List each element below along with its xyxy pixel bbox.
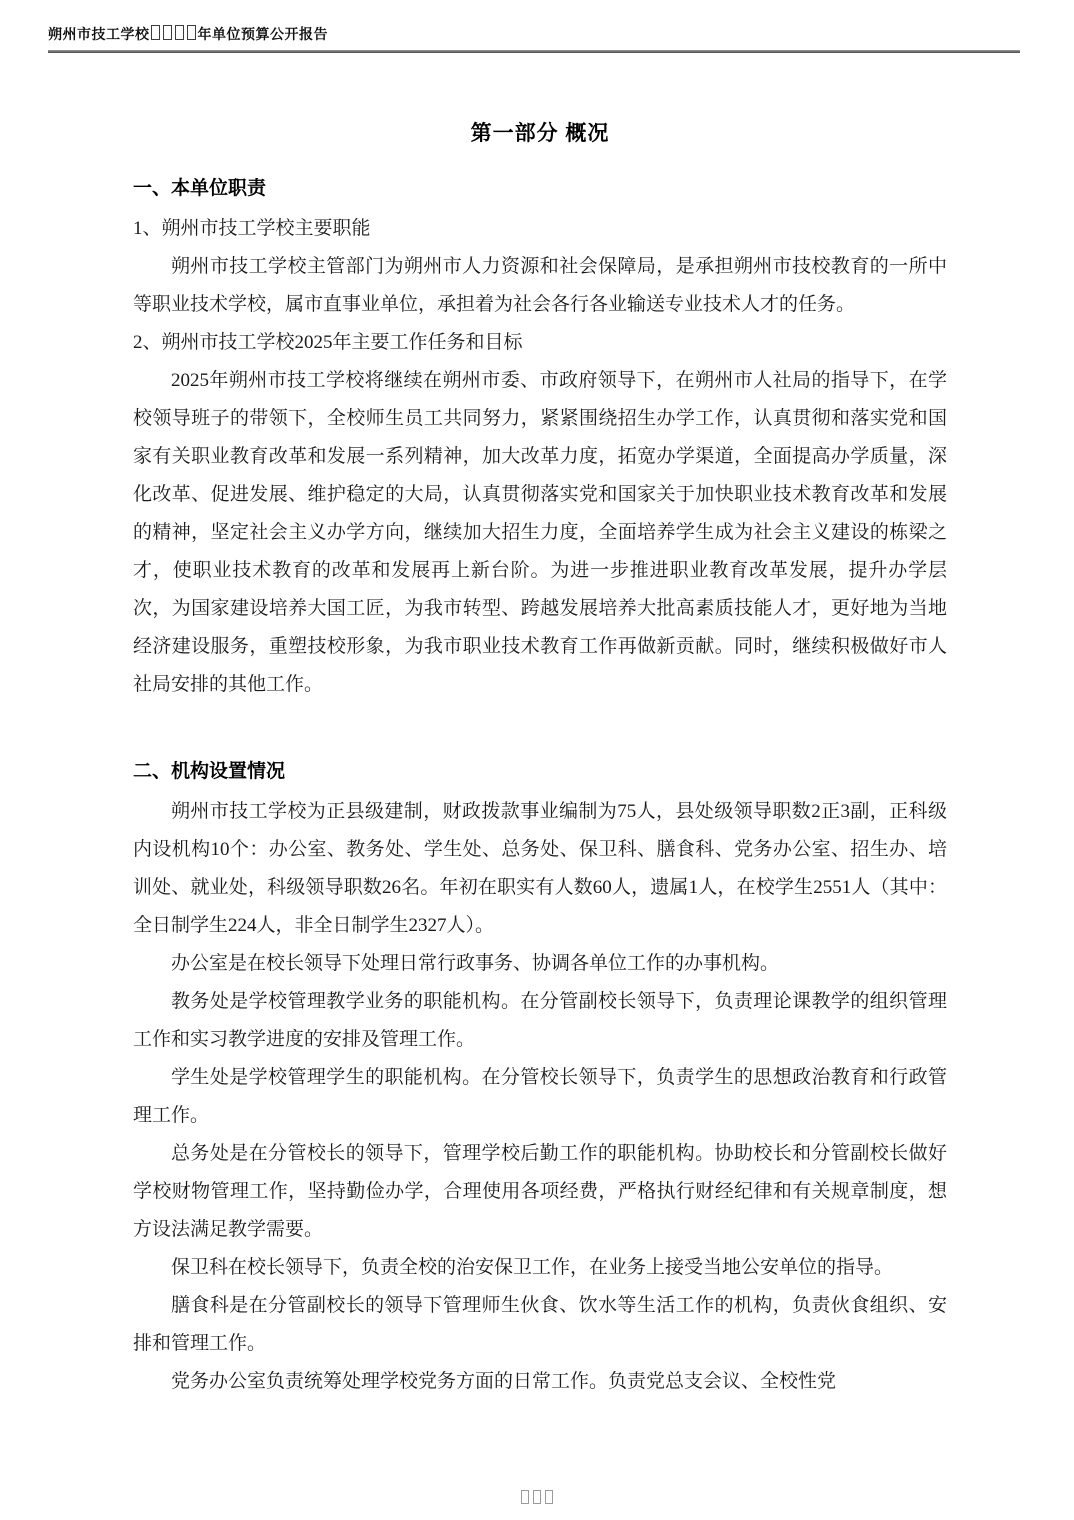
paragraph: 教务处是学校管理教学业务的职能机构。在分管副校长领导下，负责理论课教学的组织管理工作和实习教学进度的安排及管理工作。: [133, 991, 947, 1050]
paragraph: 办公室是在校长领导下处理日常行政事务、协调各单位工作的办事机构。: [171, 953, 780, 974]
header-title: [48, 24, 1020, 44]
document-body: [133, 53, 947, 1401]
header-title-prefix: 朔州市技工学校: [48, 26, 150, 42]
paragraph: 2025年朔州市技工学校将继续在朔州市委、市政府领导下，在朔州市人社局的指导下，在学校领导班子的带领下，全校师生员工共同努力，紧紧围绕招生办学工作，认真贯彻和落实党和国家有关职业教育改革和发展一系列精神，加大改革力度，拓宽办学渠道，全面提高办学质量，深化改革、促进发展、维护稳定的大局，认真贯彻落实党和国家关于加快职业技术教育改革和发展的精神，坚定社会主义办学方向，继续加大招生力度，全面培养学生成为社会主义建设的栋梁之才，使职业技术教育的改革和发展再上新台阶。为进一步推进职业教育改革发展，提升办学层次，为国家建设培养大国工匠，为我市转型、跨越发展培养大批高素质技能人才，更好地为当地经济建设服务，重塑技校形象，为我市职业技术教育工作再做新贡献。同时，继续积极做好市人社局安排的其他工作。: [133, 370, 947, 695]
paragraph: 学生处是学校管理学生的职能机构。在分管校长领导下，负责学生的思想政治教育和行政管理工作。: [133, 1067, 947, 1126]
page-footer: [0, 1490, 1074, 1504]
paragraph: 党务办公室负责统筹处理学校党务方面的日常工作。负责党总支会议、全校性党: [171, 1371, 837, 1392]
paragraph: 膳食科是在分管副校长的领导下管理师生伙食、饮水等生活工作的机构，负责伙食组织、安排和管理工作。: [133, 1295, 947, 1354]
paragraph: 朔州市技工学校主管部门为朔州市人力资源和社会保障局，是承担朔州市技校教育的一所中等职业技术学校，属市直事业单位，承担着为社会各行各业输送专业技术人才的任务。: [133, 256, 947, 315]
section-heading-organization: 二、机构设置情况: [133, 761, 286, 782]
header-year-placeholder: [150, 26, 198, 42]
paragraph: 1、朔州市技工学校主要职能: [133, 218, 371, 239]
section-heading-duties: 一、本单位职责: [133, 178, 267, 199]
header-title-suffix: 年单位预算公开报告: [197, 26, 328, 42]
paragraph: 朔州市技工学校为正县级建制，财政拨款事业编制为75人，县处级领导职数2正3副，正科级内设机构10个：办公室、教务处、学生处、总务处、保卫科、膳食科、党务办公室、招生办、培训处、就业处，科级领导职数26名。年初在职实有人数60人，遗属1人，在校学生2551人（其中：全日制学生224人，非全日制学生2327人）。: [133, 801, 947, 936]
paragraph: 2、朔州市技工学校2025年主要工作任务和目标: [133, 332, 523, 353]
page-title: 第一部分 概况: [470, 122, 610, 145]
paragraph: 总务处是在分管校长的领导下，管理学校后勤工作的职能机构。协助校长和分管副校长做好学校财物管理工作，坚持勤俭办学，合理使用各项经费，严格执行财经纪律和有关规章制度，想方设法满足教学需要。: [133, 1143, 947, 1240]
page-number-placeholder: [519, 1488, 555, 1505]
paragraph: 保卫科在校长领导下，负责全校的治安保卫工作，在业务上接受当地公安单位的指导。: [171, 1257, 894, 1278]
page-header: [48, 24, 1020, 53]
